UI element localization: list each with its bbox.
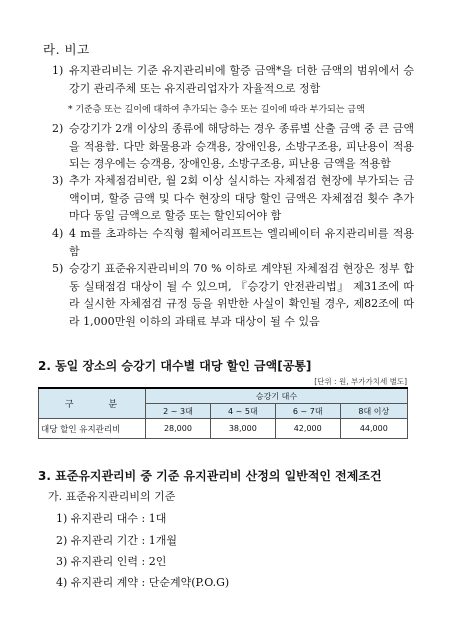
table-row <box>39 419 408 439</box>
table-row-label: 대당 할인 유지관리비 <box>39 419 146 439</box>
list-item-number: 1) <box>56 512 68 525</box>
section-2-title: 2. 동일 장소의 승강기 대수별 대당 할인 금액[공통] <box>38 359 312 373</box>
note-item-number: 5) <box>52 262 64 275</box>
note-item-text: 승강기 표준유지관리비의 70 % 이하로 계약된 자체점검 현장은 정부 합동 실태점검 대상이 될 수 있으며, 『승강기 안전관리법』 제31조에 따라 실시한 자체점검 규정 등을 위반한 사실이 확인될 경우, 제82조에 따라 1,000만원 이하의 과태료 부과 대상이 될 수 있음 <box>69 262 414 328</box>
list-item-number: 3) <box>56 555 68 568</box>
list-item <box>56 532 177 548</box>
section-3-title: 3. 표준유지관리비 중 기준 유지관리비 산정의 일반적인 전제조건 <box>38 469 382 483</box>
note-item-text: 승강기가 2개 이상의 종류에 해당하는 경우 종류별 산출 금액 중 큰 금액을 적용함. 다만 화물용과 승객용, 장애인용, 소방구조용, 피난용이 적용되는 경우에는 승객용, 장애인용, 소방구조용, 피난용 금액을 적용함 <box>69 122 414 170</box>
list-item-text: 유지관리 인력 : 2인 <box>70 555 167 568</box>
note-item-number: 1) <box>52 64 64 77</box>
note-item-3 <box>52 172 414 225</box>
unit-note: [단위 : 원, 부가가치세 별도] <box>314 377 407 386</box>
table-header-col: 4 ~ 5대 <box>210 404 275 419</box>
table-header-col: 8대 이상 <box>340 404 407 419</box>
list-item-number: 2) <box>56 534 68 547</box>
table-cell: 38,000 <box>210 419 275 439</box>
note-item-5 <box>52 260 414 330</box>
table-header-col: 2 ~ 3대 <box>146 404 211 419</box>
table-cell: 28,000 <box>146 419 211 439</box>
note-item-text: 추가 자체점검비란, 월 2회 이상 실시하는 자체점검 현장에 부가되는 금액이며, 할증 금액 및 다수 현장의 대당 할인 금액은 자체점검 횟수 추가마다 동일 금액으로 할증 또는 할인되어야 함 <box>69 174 414 222</box>
note-item-4 <box>52 225 414 260</box>
list-item-text: 유지관리 계약 : 단순계약(P.O.G) <box>70 576 230 589</box>
note-item-number: 4) <box>52 227 64 240</box>
note-item-number: 2) <box>52 122 64 135</box>
list-item <box>56 574 229 590</box>
list-item-number: 4) <box>56 576 68 589</box>
section-heading-ra: 라. 비고 <box>43 42 90 57</box>
list-item-text: 유지관리 기간 : 1개월 <box>70 534 177 547</box>
table-cell: 44,000 <box>340 419 407 439</box>
note-item-text: 4 m를 초과하는 수직형 휠체어리프트는 엘리베이터 유지관리비를 적용함 <box>69 227 414 258</box>
table-cell: 42,000 <box>275 419 340 439</box>
list-item-text: 유지관리 대수 : 1대 <box>70 512 167 525</box>
footnote: * 기준층 또는 길이에 대하여 추가되는 층수 또는 길이에 따라 부가되는 금액 <box>68 105 365 115</box>
table-header-col: 6 ~ 7대 <box>275 404 340 419</box>
note-item-text: 유지관리비는 기준 유지관리비에 할증 금액*을 더한 금액의 범위에서 승강기 관리주체 또는 유지관리업자가 자율적으로 정함 <box>69 64 414 95</box>
table-header-group: 승강기 대수 <box>146 388 408 404</box>
note-item-1 <box>52 62 414 97</box>
section-3-subheading: 가. 표준유지관리비의 기준 <box>48 490 176 503</box>
note-item-2 <box>52 120 414 173</box>
list-item <box>56 553 166 569</box>
table-header-gubun: 구 분 <box>39 388 146 419</box>
table-header-row <box>39 388 408 404</box>
note-item-number: 3) <box>52 174 64 187</box>
list-item <box>56 510 166 526</box>
discount-table <box>38 387 408 439</box>
